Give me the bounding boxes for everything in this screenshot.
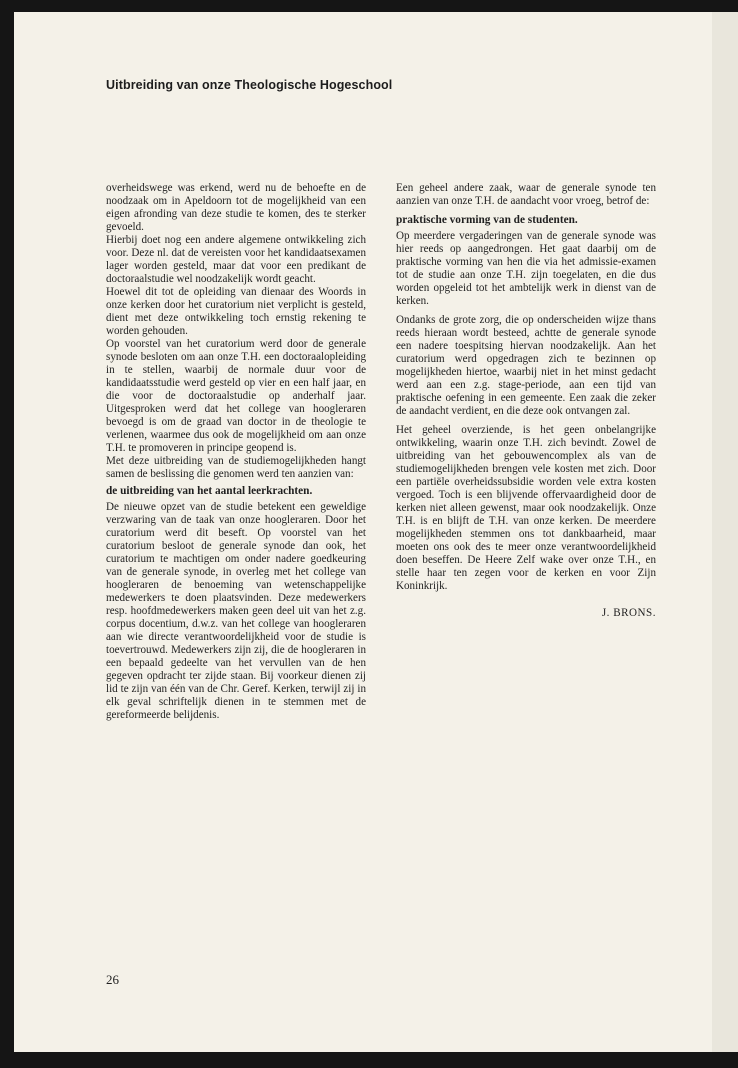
author-signature: J. BRONS. [601, 607, 656, 619]
page-number: 26 [106, 972, 119, 987]
running-title: Uitbreiding van onze Theologische Hogeschool [106, 78, 393, 92]
paragraph: overheidswege was erkend, werd nu de behoefte en de noodzaak om in Apeldoorn tot de mogelijkheid van een eigen afronding van deze studie te komen, des te sterker gevoeld. [106, 182, 366, 233]
section-heading: praktische vorming van de studenten. [396, 214, 578, 226]
paragraph: Het geheel overziende, is het geen onbelangrijke ontwikkeling, waarin onze T.H. zich bevindt. Zowel de uitbreiding van het gebouwencomplex als van de studiemogelijkheden brengen vele kosten met zich. Door een partiële overheidssubsidie worden vele extra kosten vergoed. Toch is een blijvende offervaardigheid door de kerken niet alleen gewenst, maar ook noodzakelijk. Onze T.H. is en blijft de T.H. van onze kerken. De meerdere mogelijkheden stemmen ons tot dankbaarheid, maar moeten ons ook des te meer onze verantwoordelijkheid doen beseffen. De Heere Zelf wake over onze T.H., en stelle haar ten zegen voor de kerken en voor Zijn Koninkrijk. [396, 424, 656, 592]
paragraph: De nieuwe opzet van de studie betekent een geweldige verzwaring van de taak van onze hoogleraren. Door het curatorium werd dit beseft. Op voorstel van het curatorium besloot de generale synode dan ook, het curatorium te machtigen om onder nadere goedkeuring van de generale synode, in overleg met het college van hoogleraren de benoeming van wetenschappelijke medewerkers te doen plaatsvinden. Deze medewerkers resp. hoofdmedewerkers maken geen deel uit van het z.g. corpus docentium, d.w.z. van het college van hoogleraren aan wie directe verantwoordelijkheid voor de studie is toevertrouwd. Medewerkers zijn zij, die de hoogleraren in een bepaald gedeelte van het vervullen van de hen gegeven opdracht ter zijde staan. Bij voorkeur dienen zij lid te zijn van één van de Chr. Geref. Kerken, terwijl zij in elk geval schriftelijk dienen in te stemmen met de gereformeerde belijdenis. [106, 501, 366, 721]
right-column [396, 182, 656, 620]
paragraph: Op meerdere vergaderingen van de generale synode was hier reeds op aangedrongen. Het gaat daarbij om de praktische vorming van hen die via het admissie-examen tot de studie aan onze T.H. zijn toegelaten, en die dus worden opgeleid tot het ambtelijk werk in dienst van de kerken. [396, 230, 656, 307]
paragraph: Op voorstel van het curatorium werd door de generale synode besloten om aan onze T.H. een doctoraalopleiding in te stellen, waarbij de normale duur voor de kandidaatsstudie werd gesteld op vier en een half jaar, en die voor de doctoraalstudie op anderhalf jaar. Uitgesproken werd dat het college van hoogleraren bevoegd is om de graad van doctor in de theologie te verlenen, waarmee dus ook de mogelijkheid om aan onze T.H. te promoveren in principe geopend is. [106, 338, 366, 454]
paragraph: Een geheel andere zaak, waar de generale synode ten aanzien van onze T.H. de aandacht voor vroeg, betrof de: [396, 182, 656, 207]
page-edge [712, 12, 738, 1052]
paragraph: Met deze uitbreiding van de studiemogelijkheden hangt samen de beslissing die genomen werd ten aanzien van: [106, 455, 366, 480]
paragraph: Hierbij doet nog een andere algemene ontwikkeling zich voor. Deze nl. dat de vereisten voor het kandidaatsexamen lager worden gesteld, maar dat voor een predikant de doctoraalstudie wel noodzakelijk wordt geacht. [106, 234, 366, 285]
paragraph: Hoewel dit tot de opleiding van dienaar des Woords in onze kerken door het curatorium niet verplicht is gesteld, dient met deze ontwikkeling toch ernstig rekening te worden gehouden. [106, 286, 366, 337]
left-column [106, 182, 366, 722]
paragraph: Ondanks de grote zorg, die op onderscheiden wijze thans reeds hieraan wordt besteed, achtte de generale synode een nadere toespitsing hiervan noodzakelijk. Aan het curatorium werd opgedragen zich te bezinnen op mogelijkheden hiertoe, waarbij niet in het minst gedacht werd aan een z.g. stage-periode, aan een tijd van praktische oefening in een gemeente. Een zaak die zeker de aandacht verdient, en die deze ook ontvangen zal. [396, 314, 656, 417]
section-heading: de uitbreiding van het aantal leerkrachten. [106, 485, 313, 497]
